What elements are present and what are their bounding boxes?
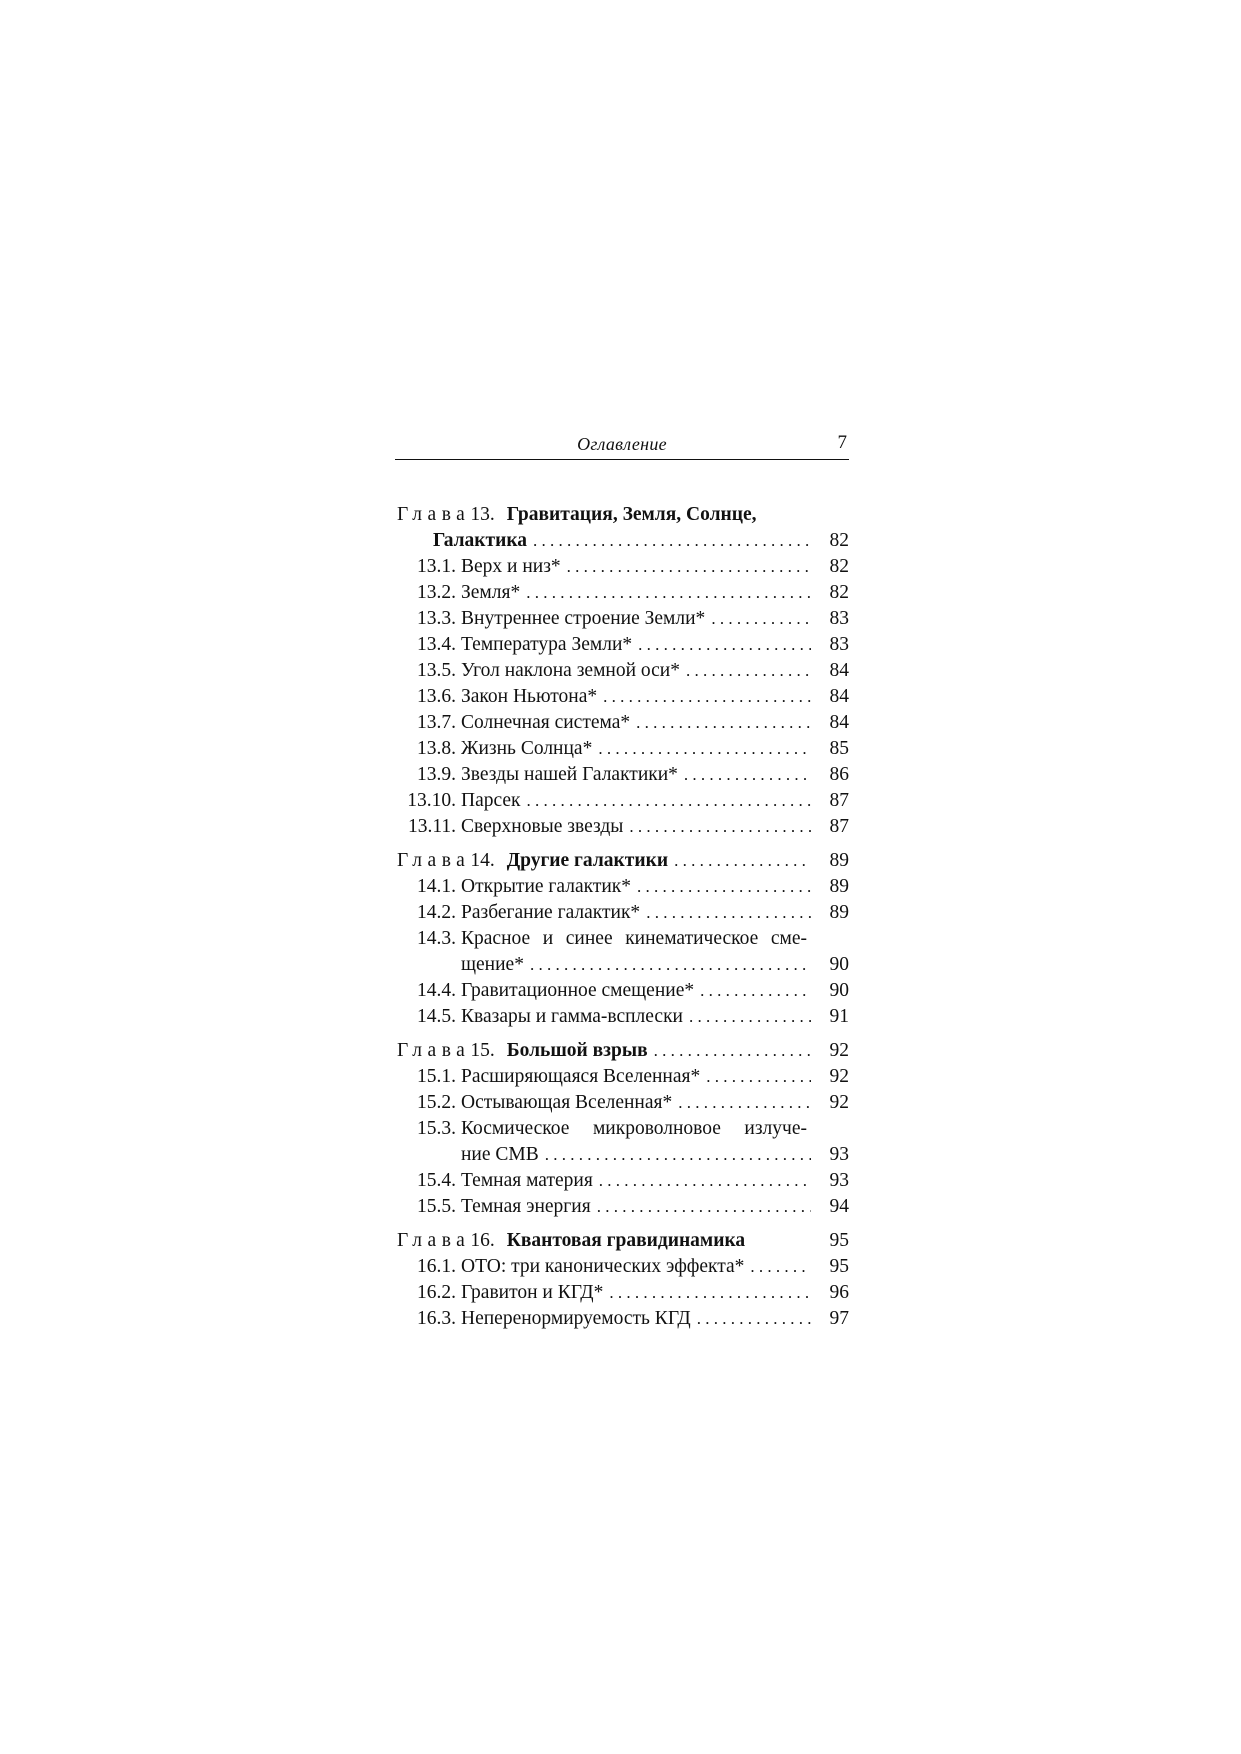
dot-leader xyxy=(593,1168,811,1194)
section-page: 93 xyxy=(829,1170,849,1191)
section-title-line1: Красное и синее кинематическое сме- xyxy=(461,928,807,949)
dot-leader xyxy=(591,1194,811,1220)
section-title: Внутреннее строение Земли* xyxy=(461,608,706,629)
chapter-page: 95 xyxy=(829,1230,849,1251)
dot-leader xyxy=(640,900,811,926)
section-number: 13.7. xyxy=(417,712,456,733)
section-title: Гравитон и КГД* xyxy=(461,1282,604,1303)
toc-entry xyxy=(395,900,849,926)
section-number: 14.4. xyxy=(417,980,456,1001)
toc-entry-multiline xyxy=(395,1116,849,1168)
toc-entry xyxy=(395,1064,849,1090)
chapter-number: 14. xyxy=(470,850,495,871)
chapter-title-continued: Галактика xyxy=(433,530,528,551)
section-page: 90 xyxy=(829,980,849,1001)
dot-leader xyxy=(597,684,811,710)
chapter-15 xyxy=(395,1038,849,1220)
section-page: 84 xyxy=(829,660,849,681)
toc-entry xyxy=(395,1004,849,1030)
section-page: 97 xyxy=(829,1308,849,1329)
section-number: 13.6. xyxy=(417,686,456,707)
toc-entry xyxy=(395,1194,849,1220)
section-title: Темная материя xyxy=(461,1170,593,1191)
section-title: Верх и низ* xyxy=(461,556,561,577)
chapter-label: Глава xyxy=(397,850,471,871)
chapter-title: Гравитация, Земля, Солнце, xyxy=(506,504,757,525)
chapter-number: 15. xyxy=(470,1040,495,1061)
toc-entry xyxy=(395,554,849,580)
toc-entry xyxy=(395,580,849,606)
dot-leader xyxy=(691,1306,811,1332)
section-page: 84 xyxy=(829,712,849,733)
toc-entry xyxy=(395,658,849,684)
dot-leader xyxy=(592,736,811,762)
chapter-heading xyxy=(395,1228,849,1254)
section-number: 13.3. xyxy=(417,608,456,629)
section-number: 13.11. xyxy=(407,816,456,837)
dot-leader xyxy=(631,874,811,900)
section-title: Квазары и гамма-всплески xyxy=(461,1006,683,1027)
section-page: 89 xyxy=(829,876,849,897)
chapter-heading xyxy=(395,1038,849,1064)
toc-entry xyxy=(395,762,849,788)
chapter-label: Глава xyxy=(397,1230,471,1251)
toc-entry xyxy=(395,874,849,900)
chapter-number: 13. xyxy=(470,504,495,525)
chapter-title: Другие галактики xyxy=(506,850,669,871)
section-number: 15.3. xyxy=(417,1118,456,1139)
section-title-line2: щение* xyxy=(461,954,524,975)
toc-entry xyxy=(395,1090,849,1116)
section-number: 16.1. xyxy=(417,1256,456,1277)
section-page: 85 xyxy=(829,738,849,759)
section-page: 83 xyxy=(829,608,849,629)
chapter-title: Квантовая гравидинамика xyxy=(506,1230,746,1251)
chapter-page: 92 xyxy=(829,1040,849,1061)
section-number: 13.2. xyxy=(417,582,456,603)
dot-leader xyxy=(539,1142,811,1168)
section-number: 15.5. xyxy=(417,1196,456,1217)
toc-entry xyxy=(395,978,849,1004)
toc-entry xyxy=(395,684,849,710)
chapter-13 xyxy=(395,502,849,840)
toc-entry xyxy=(395,632,849,658)
section-title: Разбегание галактик* xyxy=(461,902,641,923)
section-title: Неперенормируемость КГД xyxy=(461,1308,691,1329)
section-number: 15.4. xyxy=(417,1170,456,1191)
section-title: Гравитационное смещение* xyxy=(461,980,695,1001)
section-title: Парсек xyxy=(461,790,521,811)
section-number: 14.1. xyxy=(417,876,456,897)
section-title: Закон Ньютона* xyxy=(461,686,598,707)
section-page: 90 xyxy=(829,954,849,975)
section-number: 13.10. xyxy=(407,790,456,811)
toc-entry xyxy=(395,736,849,762)
dot-leader xyxy=(678,762,811,788)
section-page: 92 xyxy=(829,1092,849,1113)
section-page: 93 xyxy=(829,1144,849,1165)
toc-entry xyxy=(395,1280,849,1306)
section-number: 15.1. xyxy=(417,1066,456,1087)
running-head xyxy=(395,432,849,464)
section-page: 84 xyxy=(829,686,849,707)
section-title: Расширяющаяся Вселенная* xyxy=(461,1066,701,1087)
section-title: ОТО: три канонических эффекта* xyxy=(461,1256,745,1277)
dot-leader xyxy=(527,528,811,554)
dot-leader xyxy=(744,1254,811,1280)
section-page: 91 xyxy=(829,1006,849,1027)
section-title: Температура Земли* xyxy=(461,634,633,655)
toc-entry xyxy=(395,788,849,814)
toc-entry xyxy=(395,710,849,736)
header-rule xyxy=(395,459,849,460)
dot-leader xyxy=(603,1280,811,1306)
section-page: 86 xyxy=(829,764,849,785)
page-number: 7 xyxy=(837,432,847,453)
chapter-page: 82 xyxy=(829,530,849,551)
section-page: 83 xyxy=(829,634,849,655)
dot-leader xyxy=(700,1064,811,1090)
section-number: 16.2. xyxy=(417,1282,456,1303)
section-number: 15.2. xyxy=(417,1092,456,1113)
section-number: 13.4. xyxy=(417,634,456,655)
toc-entry-multiline xyxy=(395,926,849,978)
section-page: 95 xyxy=(829,1256,849,1277)
dot-leader xyxy=(520,580,811,606)
section-title-line1: Космическое микроволновое излуче- xyxy=(461,1118,807,1139)
section-title: Темная энергия xyxy=(461,1196,591,1217)
section-page: 82 xyxy=(829,556,849,577)
section-page: 82 xyxy=(829,582,849,603)
dot-leader xyxy=(694,978,811,1004)
dot-leader xyxy=(623,814,811,840)
dot-leader xyxy=(672,1090,811,1116)
dot-leader xyxy=(683,1004,811,1030)
dot-leader xyxy=(648,1038,811,1064)
dot-leader xyxy=(668,848,811,874)
section-number: 14.2. xyxy=(417,902,456,923)
section-title: Звезды нашей Галактики* xyxy=(461,764,678,785)
chapter-heading xyxy=(395,502,849,528)
chapter-label: Глава xyxy=(397,504,471,525)
toc-entry xyxy=(395,1306,849,1332)
section-title: Земля* xyxy=(461,582,521,603)
chapter-heading-continued xyxy=(395,528,849,554)
chapter-page: 89 xyxy=(829,850,849,871)
section-title: Открытие галактик* xyxy=(461,876,632,897)
chapter-heading xyxy=(395,848,849,874)
section-page: 87 xyxy=(829,816,849,837)
section-number: 13.8. xyxy=(417,738,456,759)
dot-leader xyxy=(561,554,811,580)
dot-leader xyxy=(632,632,811,658)
toc-entry xyxy=(395,814,849,840)
section-number: 16.3. xyxy=(417,1308,456,1329)
section-number: 13.5. xyxy=(417,660,456,681)
section-number: 14.5. xyxy=(417,1006,456,1027)
dot-leader xyxy=(680,658,811,684)
dot-leader xyxy=(524,952,811,978)
section-title: Угол наклона земной оси* xyxy=(461,660,680,681)
section-title: Сверхновые звезды xyxy=(461,816,624,837)
section-page: 94 xyxy=(829,1196,849,1217)
section-page: 96 xyxy=(829,1282,849,1303)
toc-entry xyxy=(395,1168,849,1194)
section-title: Остывающая Вселенная* xyxy=(461,1092,673,1113)
section-number: 13.9. xyxy=(417,764,456,785)
dot-leader xyxy=(630,710,811,736)
chapter-number: 16. xyxy=(470,1230,495,1251)
toc-entry xyxy=(395,1254,849,1280)
section-number: 14.3. xyxy=(417,928,456,949)
section-title: Солнечная система* xyxy=(461,712,631,733)
dot-leader xyxy=(705,606,811,632)
section-page: 87 xyxy=(829,790,849,811)
book-page xyxy=(395,432,849,1332)
chapter-label: Глава xyxy=(397,1040,471,1061)
section-title: Жизнь Солнца* xyxy=(461,738,593,759)
running-head-title: Оглавление xyxy=(577,434,667,454)
section-page: 92 xyxy=(829,1066,849,1087)
chapter-title: Большой взрыв xyxy=(506,1040,648,1061)
table-of-contents xyxy=(395,502,849,1332)
chapter-14 xyxy=(395,848,849,1030)
section-page: 89 xyxy=(829,902,849,923)
section-title-line2: ние CMB xyxy=(461,1144,539,1165)
toc-entry xyxy=(395,606,849,632)
chapter-16 xyxy=(395,1228,849,1332)
section-number: 13.1. xyxy=(417,556,456,577)
dot-leader xyxy=(521,788,811,814)
